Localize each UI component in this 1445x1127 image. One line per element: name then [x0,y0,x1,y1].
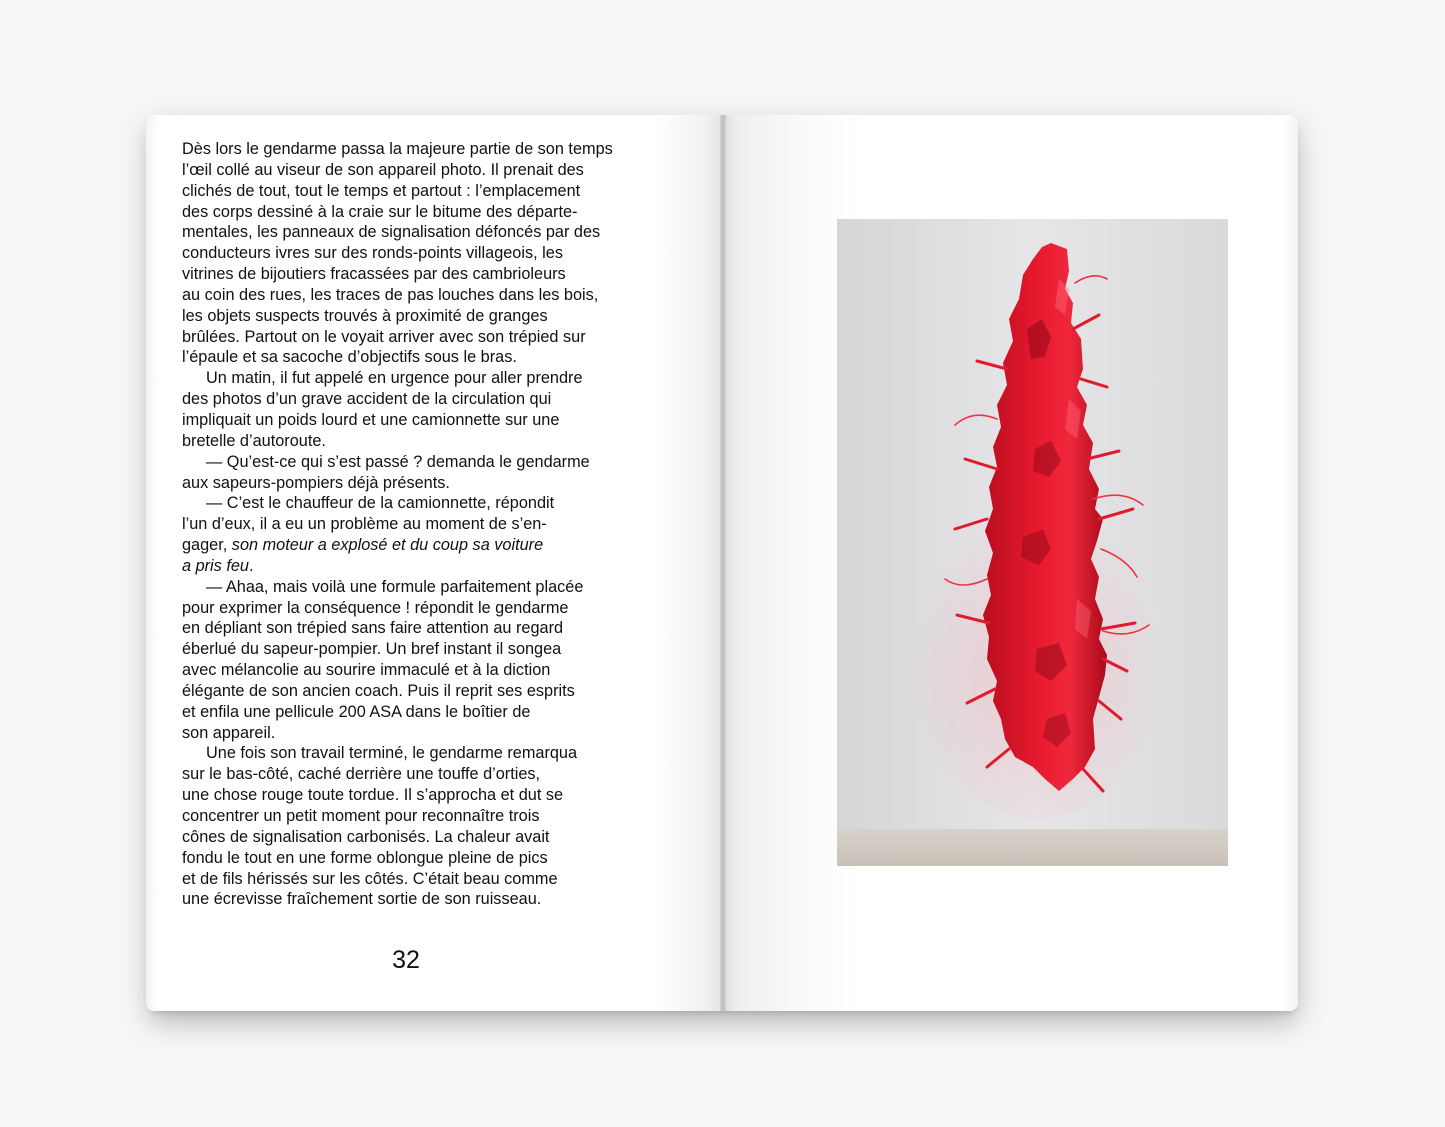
sculpture-image [837,219,1228,866]
text-line: clichés de tout, tout le temps et partout : l’emplacement [182,181,581,200]
text-line: aux sapeurs-pompiers déjà présents. [182,473,450,492]
text-line: vitrines de bijoutiers fracassées par des cambrioleurs [182,265,566,284]
text-line: — C’est le chauffeur de la camionnette, répondit [206,494,555,513]
text-line: cônes de signalisation carbonisés. La chaleur avait [182,827,550,846]
text-line: — Qu’est-ce qui s’est passé ? demanda le gendarme [206,452,590,471]
text-line: les objets suspects trouvés à proximité de granges [182,306,548,325]
text-line: élégante de son ancien coach. Puis il reprit ses esprits [182,681,575,700]
text-line-italic: a pris feu [182,556,249,575]
text-line: impliquait un poids lourd et une camionnette sur une [182,410,560,429]
text-line: Dès lors le gendarme passa la majeure partie de son temps [182,140,613,158]
text-line: fondu le tout en une forme oblongue pleine de pics [182,848,548,867]
text-line-italic: son moteur a explosé et du coup sa voiture [231,536,544,555]
text-line: une écrevisse fraîchement sortie de son ruisseau. [182,890,542,909]
text-line: l’œil collé au viseur de son appareil photo. Il prenait des [182,160,584,179]
text-line: son appareil. [182,723,276,742]
text-line: au coin des rues, les traces de pas louches dans les bois, [182,285,599,304]
text-line: concentrer un petit moment pour reconnaître trois [182,807,540,825]
text-line: pour exprimer la conséquence ! répondit le gendarme [182,598,569,617]
text-line: des photos d’un grave accident de la circulation qui [182,390,552,409]
text-line: éberlué du sapeur-pompier. Un bref instant il songea [182,640,562,659]
floor [837,829,1228,866]
text-line: l’épaule et sa sacoche d’objectifs sous le bras. [182,348,517,367]
text-line: avec mélancolie au sourire immaculé et à la diction [182,661,551,680]
text-line-roman: gager, [182,536,232,555]
text-line: — Ahaa, mais voilà une formule parfaitement placée [206,577,584,596]
sculpture-photo [837,219,1228,866]
text-line: Une fois son travail terminé, le gendarme remarqua [206,744,578,763]
text-line: et de fils hérissés sur les côtés. C’était beau comme [182,869,558,888]
page-number: 32 [392,946,420,974]
text-line-roman: . [248,556,254,575]
text-line [182,556,642,577]
text-line: mentales, les panneaux de signalisation défoncés par des [182,223,601,242]
text-line: conducteurs ivres sur des ronds-points villageois, les [182,244,563,263]
text-line: brûlées. Partout on le voyait arriver avec son trépied sur [182,327,586,346]
text-line: des corps dessiné à la craie sur le bitume des départe- [182,202,578,221]
text-line [182,535,642,556]
book-gutter [720,115,726,1011]
text-line: une chose rouge toute tordue. Il s’approcha et dut se [182,786,564,805]
text-line: et enfila une pellicule 200 ASA dans le boîtier de [182,702,531,721]
text-line: sur le bas-côté, caché derrière une touffe d’orties, [182,765,541,784]
text-line: l’un d’eux, il a eu un problème au moment de s’en- [182,515,547,534]
text-line: Un matin, il fut appelé en urgence pour aller prendre [206,369,583,388]
body-text [182,139,642,910]
text-line: en dépliant son trépied sans faire attention au regard [182,619,564,638]
text-line: bretelle d’autoroute. [182,431,326,450]
